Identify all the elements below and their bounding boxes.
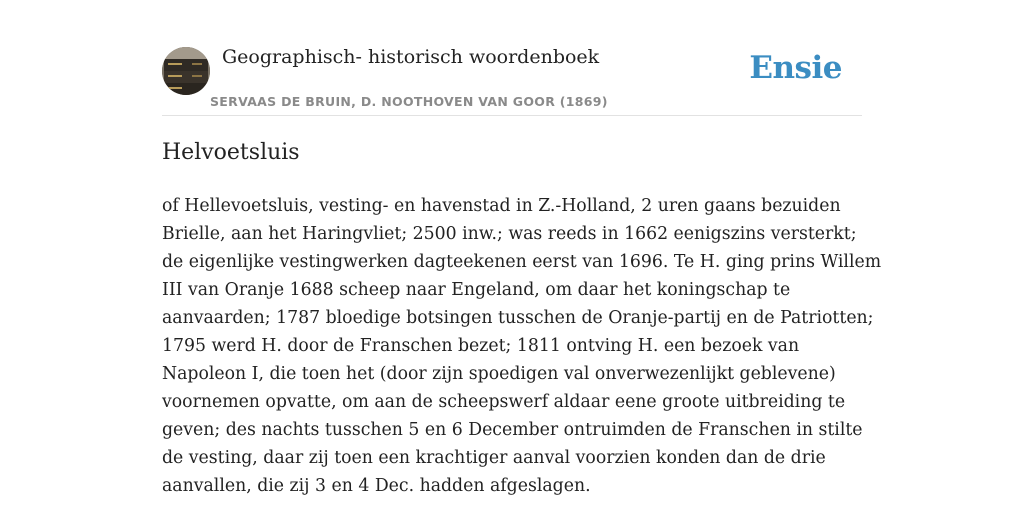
book-cover-avatar[interactable] bbox=[162, 47, 210, 95]
entry-body: of Hellevoetsluis, vesting- en havenstad in Z.-Holland, 2 uren gaans bezuiden Brielle, aan het Haringvliet; 2500 inw.; was reeds in 1662 eenigszins versterkt; de eigenlijke vestingwerken dagteekenen eerst van 1696. Te H. ging prins Willem III van Oranje 1688 scheep naar Engeland, om daar het koningschap te aanvaarden; 1787 bloedige botsingen tusschen de Oranje-partij en de Patriotten; 1795 werd H. door de Franschen bezet; 1811 ontving H. een bezoek van Napoleon I, die toen het (door zijn spoedigen val onverwezenlijkt geblevene) voornemen opvatte, om aan de scheepswerf aldaar eene groote uitbreiding te geven; des nachts tusschen 5 en 6 December ontruimden de Franschen in stilte de vesting, daar zij toen een krachtiger aanval voorzien konden dan de drie aanvallen, die zij 3 en 4 Dec. hadden afgeslagen. bbox=[162, 196, 882, 496]
book-header bbox=[162, 38, 862, 116]
entry-title: Helvoetsluis bbox=[162, 140, 300, 165]
brand-logo[interactable]: Ensie bbox=[749, 50, 842, 86]
book-spines-icon bbox=[162, 47, 210, 95]
book-author: SERVAAS DE BRUIN, D. NOOTHOVEN VAN GOOR (1869) bbox=[210, 94, 608, 109]
book-title[interactable]: Geographisch- historisch woordenboek bbox=[222, 46, 600, 68]
